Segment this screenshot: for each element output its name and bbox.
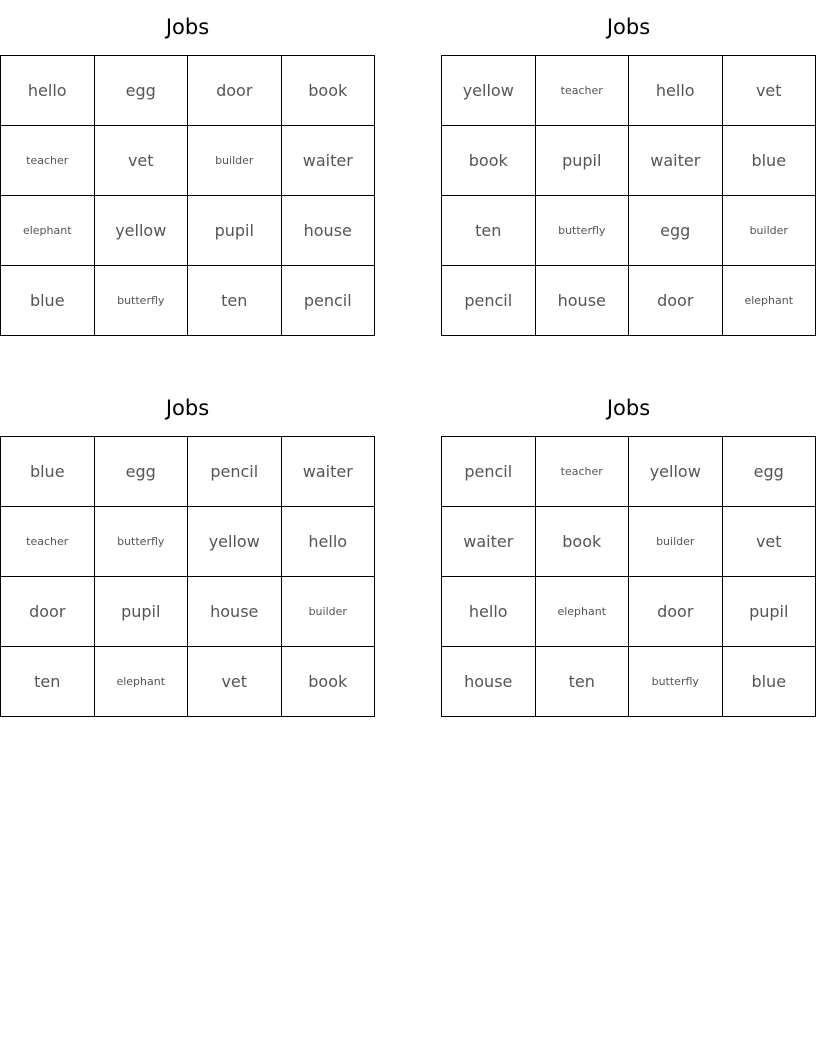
grid-cell: yellow <box>442 56 536 126</box>
bingo-grid <box>441 436 816 717</box>
grid-cell: pencil <box>188 437 282 507</box>
grid-cell: book <box>282 647 376 717</box>
grid-cell: teacher <box>1 126 95 196</box>
grid-cell: ten <box>1 647 95 717</box>
card-title: Jobs <box>165 15 210 39</box>
grid-cell: yellow <box>188 507 282 577</box>
grid-cell: yellow <box>629 437 723 507</box>
grid-cell: builder <box>629 507 723 577</box>
grid-cell: teacher <box>536 56 630 126</box>
grid-cell: door <box>629 577 723 647</box>
grid-cell: house <box>536 266 630 336</box>
grid-cell: vet <box>188 647 282 717</box>
grid-cell: pupil <box>188 196 282 266</box>
grid-cell: pupil <box>723 577 816 647</box>
grid-cell: pupil <box>95 577 189 647</box>
grid-cell: book <box>536 507 630 577</box>
grid-cell: pencil <box>442 266 536 336</box>
grid-cell: house <box>442 647 536 717</box>
grid-cell: blue <box>1 266 95 336</box>
grid-cell: vet <box>723 507 816 577</box>
bingo-grid <box>441 55 816 336</box>
grid-cell: house <box>188 577 282 647</box>
grid-cell: elephant <box>1 196 95 266</box>
grid-cell: waiter <box>629 126 723 196</box>
grid-cell: egg <box>629 196 723 266</box>
grid-cell: door <box>1 577 95 647</box>
grid-cell: door <box>188 56 282 126</box>
grid-cell: door <box>629 266 723 336</box>
grid-cell: hello <box>442 577 536 647</box>
grid-cell: elephant <box>95 647 189 717</box>
card-title: Jobs <box>606 396 651 420</box>
grid-cell: hello <box>629 56 723 126</box>
grid-cell: pencil <box>282 266 376 336</box>
grid-cell: waiter <box>282 126 376 196</box>
grid-cell: butterfly <box>536 196 630 266</box>
grid-cell: butterfly <box>95 266 189 336</box>
grid-cell: ten <box>536 647 630 717</box>
grid-cell: pencil <box>442 437 536 507</box>
grid-cell: waiter <box>282 437 376 507</box>
grid-cell: yellow <box>95 196 189 266</box>
card-title: Jobs <box>606 15 651 39</box>
bingo-grid <box>0 55 375 336</box>
grid-cell: butterfly <box>95 507 189 577</box>
grid-cell: elephant <box>536 577 630 647</box>
grid-cell: hello <box>282 507 376 577</box>
grid-cell: book <box>282 56 376 126</box>
bingo-card-3 <box>0 381 375 717</box>
grid-cell: house <box>282 196 376 266</box>
grid-cell: hello <box>1 56 95 126</box>
grid-cell: vet <box>95 126 189 196</box>
grid-cell: builder <box>282 577 376 647</box>
grid-cell: elephant <box>723 266 816 336</box>
bingo-card-2 <box>441 0 816 336</box>
grid-cell: blue <box>723 126 816 196</box>
grid-cell: blue <box>1 437 95 507</box>
grid-cell: teacher <box>1 507 95 577</box>
grid-cell: book <box>442 126 536 196</box>
bingo-card-4 <box>441 381 816 717</box>
grid-cell: vet <box>723 56 816 126</box>
grid-cell: ten <box>188 266 282 336</box>
grid-cell: teacher <box>536 437 630 507</box>
grid-cell: ten <box>442 196 536 266</box>
bingo-card-1 <box>0 0 375 336</box>
card-title: Jobs <box>165 396 210 420</box>
grid-cell: egg <box>723 437 816 507</box>
grid-cell: egg <box>95 56 189 126</box>
grid-cell: builder <box>188 126 282 196</box>
grid-cell: pupil <box>536 126 630 196</box>
grid-cell: egg <box>95 437 189 507</box>
grid-cell: butterfly <box>629 647 723 717</box>
grid-cell: blue <box>723 647 816 717</box>
bingo-grid <box>0 436 375 717</box>
grid-cell: waiter <box>442 507 536 577</box>
grid-cell: builder <box>723 196 816 266</box>
